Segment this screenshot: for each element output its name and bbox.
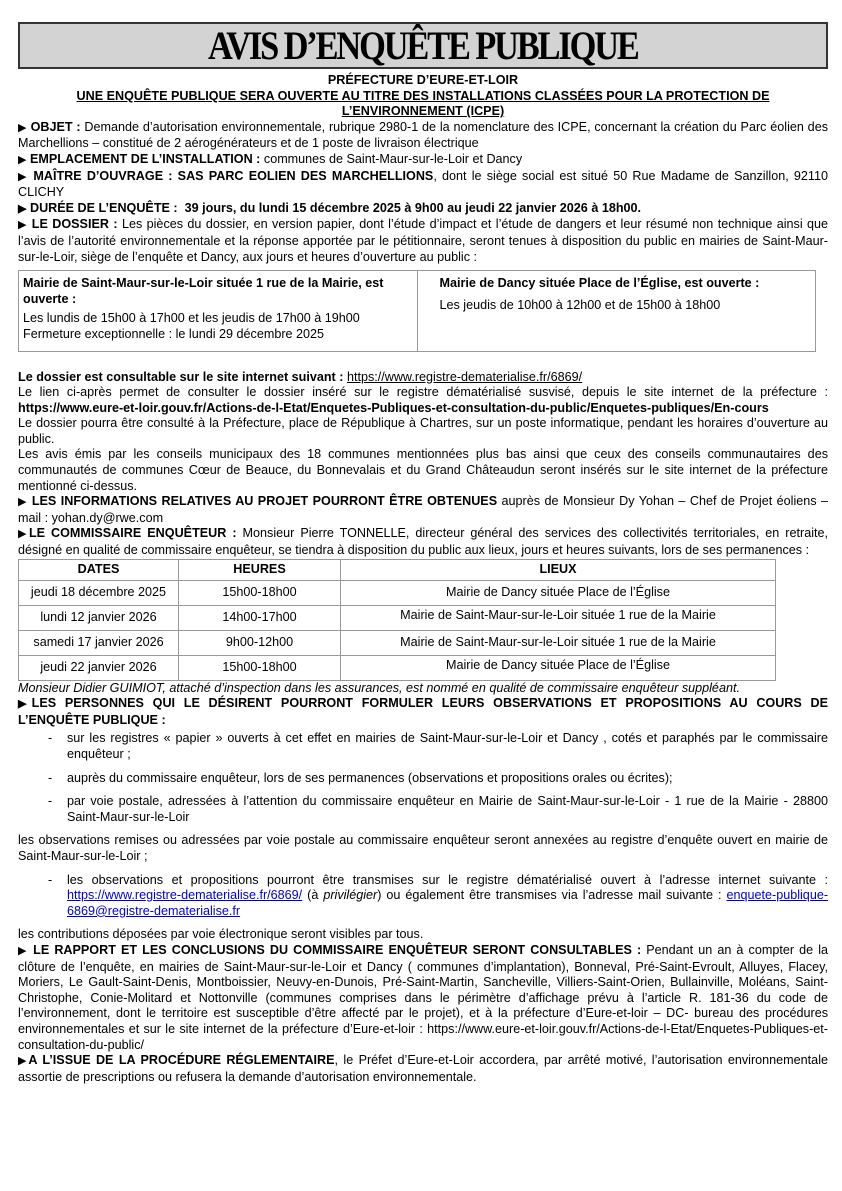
list-item [18,873,828,920]
cell-date: samedi 17 janvier 2026 [19,630,179,655]
table-row [19,630,776,655]
cell-heures: 15h00-18h00 [179,580,341,605]
list-item: - par voie postale, adressées à l’attention du commissaire enquêteur en Mairie de Saint-Maur-sur-le-Loir - 1 rue de la Mairie - 28800 Saint-Maur-sur-le-Loir [18,794,828,825]
spacer [18,356,828,370]
commissaire-text: Monsieur Pierre TONNELLE, directeur général des services des collectivités territoriales, en retraite, désigné en qualité de commissaire enquêteur, se tiendra à disposition du public aux lieux, jours et heures suivants, lors de ses permanences : [18,526,828,558]
commissaire-section [18,526,828,558]
subtitle-heading: UNE ENQUÊTE PUBLIQUE SERA OUVERTE AU TITRE DES INSTALLATIONS CLASSÉES POUR LA PROTECTION DE L’ENVIRONNEMENT (ICPE) [76,88,770,119]
saint-maur-closure: Fermeture exceptionnelle : le lundi 29 décembre 2025 [23,326,325,341]
arrow-bullet-icon: ▶ [18,698,32,711]
emplacement-text: communes de Saint-Maur-sur-le-Loir et Dancy [263,151,523,166]
arrow-bullet-icon: ▶ [18,1055,29,1068]
header-heures: HEURES [179,559,341,580]
registre-link-2[interactable]: https://www.registre-dematerialise.fr/6869/ [67,888,303,903]
dossier-section [18,217,828,265]
cell-lieu: Mairie de Dancy située Place de l’Église [341,655,776,680]
cell-lieu: Mairie de Dancy située Place de l’Église [341,580,776,605]
emplacement-section [18,152,828,169]
arrow-bullet-icon: ▶ [18,496,28,509]
objet-label: OBJET : [30,119,81,134]
emplacement-label: EMPLACEMENT DE L’INSTALLATION : [29,151,261,166]
issue-label: A L’ISSUE DE LA PROCÉDURE RÉGLEMENTAIRE [28,1053,335,1068]
dancy-title: Mairie de Dancy située Place de l’Église, est ouverte : [439,276,760,291]
cell-lieu: Mairie de Saint-Maur-sur-le-Loir située 1 rue de la Mairie [341,605,776,630]
cell-date: jeudi 22 janvier 2026 [19,655,179,680]
cell-date: jeudi 18 décembre 2025 [19,580,179,605]
email-link[interactable]: enquete-publique-6869@registre-dematerialise.fr [67,888,829,918]
cell-heures: 15h00-18h00 [179,655,341,680]
informations-section [18,494,828,526]
visible-note: les contributions déposées par voie électronique seront visibles par tous. [18,927,424,942]
internet-label: Le dossier est consultable sur le site internet suivant : [18,369,344,384]
dancy-hours: Les jeudis de 10h00 à 12h00 et de 15h00 à 18h00 [439,297,721,312]
informations-text: auprès de Monsieur Dy Yohan – Chef de Projet éoliens – mail : yohan.dy@rwe.com [18,494,828,525]
prefecture-link-paragraph [18,385,828,416]
cell-date: lundi 12 janvier 2026 [19,605,179,630]
table-row [19,580,776,605]
opening-hours-cell-saint-maur [19,271,418,351]
prefecture-link-text: Le lien ci-après permet de consulter le dossier inséré sur le registre dématérialisé susvisé, depuis le site internet de la préfecture : [18,385,828,400]
dossier-text: Les pièces du dossier, en version papier, dont l’étude d’impact et l’étude de dangers et leur résumé non technique ainsi que l’avis de l’autorité environnementale et la réponse apportée par le pétitionnaire, seront tenues à disposition du public en mairies de Saint-Maur-sur-le-Loir, siège de l’enquête et Dancy, aux jours et heures d’ouverture au public : [18,217,829,264]
table-row [19,605,776,630]
header-lieux: LIEUX [341,559,776,580]
table-row [19,655,776,680]
avis-paragraph: Les avis émis par les conseils municipaux des 18 communes mentionnées plus bas ainsi que ceux des conseils communautaires des communautés de communes Cœur de Beauce, du Bonnevalais et du Grand Châteaudun seront insérés sur le site internet de la préfecture mentionné ci-dessus. [18,447,828,493]
rapport-section [18,943,828,1053]
rapport-text: Pendant un an à compter de la clôture de l’enquête, en mairies de Saint-Maur-sur-le-Loir et Dancy ( communes d’implantation), Bonneval, Pré-Saint-Evroult, Alluyes, Flacey, Moriers, Le Gault-Saint-Denis, Montboissier, Neuvy-en-Dunois, Pré-Saint-Martin, Sancheville, Villiers-Saint-Orien, Bullainville, Moléans, Saint-Christophe, Conie-Molitard et Nottonville (communes comprises dans le périmètre d’affichage prévu à l’article R. 181-36 du code de l’environnement, dont le territoire est susceptible d’être affecté par le projet), et à la préfecture d’Eure-et-loir – DC- bureau des procédures environnementales et sur le site internet de la préfecture d’Eure-et-loir : https://www.eure-et-loir.gouv.fr/Actions-de-l-Etat/Enquetes-Publiques-et-consultation-du-public/ [18,942,828,1052]
duree-section [18,201,828,218]
duree-text: 39 jours, du lundi 15 décembre 2025 à 9h00 au jeudi 22 janvier 2026 à 18h00. [184,200,642,215]
privilegier-text: privilégier [323,888,378,903]
maitre-section [18,169,828,201]
internet-line [18,370,828,386]
prefecture-heading: PRÉFECTURE D’EURE-ET-LOIR [327,73,519,87]
cell-heures: 9h00-12h00 [179,630,341,655]
suppleant-paragraph: Monsieur Didier GUIMIOT, attaché d’inspection dans les assurances, est nommé en qualité de commissaire enquêteur suppléant. [18,680,740,695]
prefecture-consult-paragraph: Le dossier pourra être consulté à la Préfecture, place de République à Chartres, sur un poste informatique, pendant les horaires d’ouverture au public. [18,416,828,446]
arrow-bullet-icon: ▶ [18,219,28,232]
list-item: - sur les registres « papier » ouverts à cet effet en mairies de Saint-Maur-sur-le-Loir et Dancy , cotés et paraphés par le commissaire enquêteur ; [18,731,828,762]
saint-maur-hours: Les lundis de 15h00 à 17h00 et les jeudis de 17h00 à 19h00 [23,311,360,326]
dossier-label: LE DOSSIER : [31,217,118,232]
observations-list [18,731,828,825]
duree-label: DURÉE DE L’ENQUÊTE : [29,200,178,215]
observations-label: LES PERSONNES QUI LE DÉSIRENT POURRONT FORMULER LEURS OBSERVATIONS ET PROPOSITIONS AU COURS DE L’ENQUÊTE PUBLIQUE : [18,696,828,727]
arrow-bullet-icon: ▶ [18,202,27,215]
objet-text: Demande d’autorisation environnementale, rubrique 2980-1 de la nomenclature des ICPE, concernant la création du Parc éolien des Marchellions – constitué de 2 aérogénérateurs et de 1 poste de livraison électrique [18,119,828,151]
arrow-bullet-icon: ▶ [18,170,29,183]
registre-link[interactable]: https://www.registre-dematerialise.fr/6869/ [346,369,583,384]
arrow-bullet-icon: ▶ [18,528,29,541]
electronic-pre: les observations et propositions pourront être transmises sur le registre dématérialisé ouvert à l’adresse internet suivante : [67,872,828,887]
cell-heures: 14h00-17h00 [179,605,341,630]
permanences-table [18,559,776,681]
table-row [19,271,816,351]
electronic-mid: ) ou également être transmises via l’adresse mail suivante : [377,888,722,903]
list-item: - auprès du commissaire enquêteur, lors de ses permanences (observations et propositions orales ou écrites); [18,771,828,787]
observations-heading [18,696,828,728]
commissaire-label: LE COMMISSAIRE ENQUÊTEUR : [28,526,237,541]
rapport-label: LE RAPPORT ET LES CONCLUSIONS DU COMMISSAIRE ENQUÊTEUR SERONT CONSULTABLES : [33,942,642,957]
saint-maur-title: Mairie de Saint-Maur-sur-le-Loir située 1 rue de la Mairie, est ouverte : [23,276,384,306]
issue-section [18,1053,828,1085]
informations-label: LES INFORMATIONS RELATIVES AU PROJET POURRONT ÊTRE OBTENUES [31,494,498,509]
objet-section [18,120,828,152]
maitre-text: , dont le siège social est situé 50 Rue Madame de Sanzillon, 92110 CLICHY [18,168,828,200]
paren-open: (à [302,888,324,903]
electronic-list [18,873,828,920]
issue-text: , le Préfet d’Eure-et-Loir accordera, par arrêté motivé, l’autorisation environnementale assortie de prescriptions ou refusera la demande d’autorisation environnementale. [18,1053,828,1084]
header-dates: DATES [19,559,179,580]
maitre-label: MAÎTRE D’OUVRAGE : SAS PARC EOLIEN DES MARCHELLIONS [33,168,434,183]
opening-hours-table [18,270,816,351]
opening-hours-cell-dancy [417,271,816,351]
prefecture-link-url[interactable]: https://www.eure-et-loir.gouv.fr/Actions-de-l-Etat/Enquetes-Publiques-et-consultation-du-public/Enquetes-publiques/En-cours [18,400,769,415]
notice-page [18,22,828,1085]
table-header-row [19,559,776,580]
arrow-bullet-icon: ▶ [18,153,27,166]
arrow-bullet-icon: ▶ [18,944,29,957]
title-banner [18,22,828,69]
page-title: AVIS D’ENQUÊTE PUBLIQUE [208,22,638,68]
cell-lieu: Mairie de Saint-Maur-sur-le-Loir située 1 rue de la Mairie [341,630,776,655]
postal-note: les observations remises ou adressées par voie postale au commissaire enquêteur seront annexées au registre d’enquête ouvert en mairie de Saint-Maur-sur-le-Loir ; [18,833,828,863]
arrow-bullet-icon: ▶ [18,121,27,134]
